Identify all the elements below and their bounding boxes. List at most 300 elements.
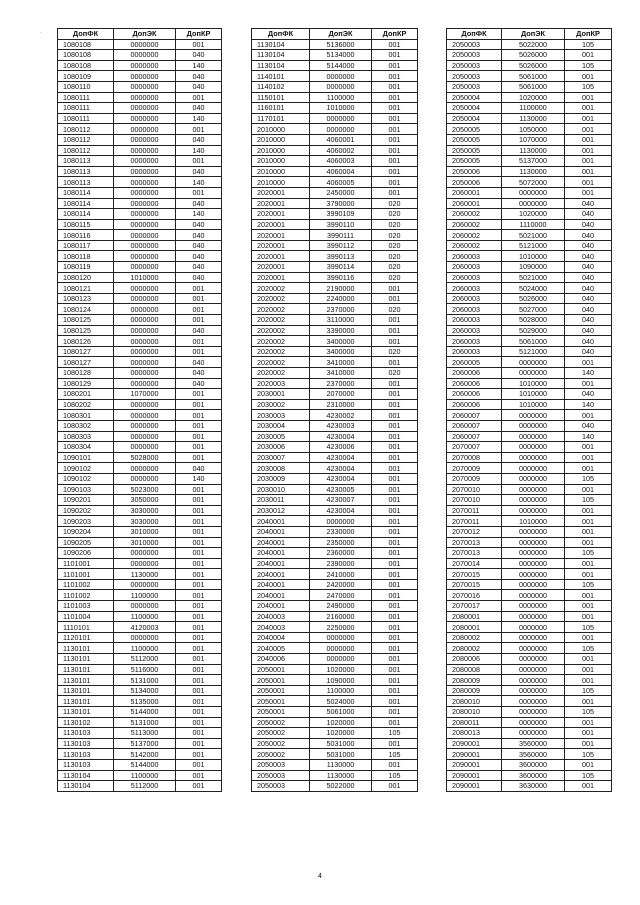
cell-dopkr: 001 <box>565 134 612 145</box>
cell-dopkr: 001 <box>565 505 612 516</box>
cell-dopek: 2470000 <box>310 590 372 601</box>
cell-dopkr: 105 <box>565 707 612 718</box>
cell-dopfk: 1080301 <box>58 410 114 421</box>
cell-dopkr: 001 <box>565 537 612 548</box>
cell-dopkr: 105 <box>565 622 612 633</box>
cell-dopkr: 001 <box>565 113 612 124</box>
cell-dopkr: 001 <box>176 632 222 643</box>
cell-dopkr: 001 <box>176 410 222 421</box>
cell-dopfk: 2080010 <box>447 707 502 718</box>
table-row <box>447 696 612 707</box>
cell-dopek: 1100000 <box>114 643 176 654</box>
cell-dopkr: 001 <box>176 389 222 400</box>
cell-dopkr: 020 <box>372 230 418 241</box>
cell-dopek: 0000000 <box>114 442 176 453</box>
cell-dopek: 1130000 <box>502 166 565 177</box>
cell-dopek: 0000000 <box>502 664 565 675</box>
cell-dopfk: 2080009 <box>447 685 502 696</box>
cell-dopkr: 040 <box>565 240 612 251</box>
cell-dopfk: 1080127 <box>58 357 114 368</box>
cell-dopfk: 2080002 <box>447 643 502 654</box>
cell-dopfk: 1080126 <box>58 336 114 347</box>
cell-dopkr: 001 <box>176 516 222 527</box>
cell-dopek: 0000000 <box>502 442 565 453</box>
cell-dopek: 3990113 <box>310 251 372 262</box>
cell-dopfk: 1130102 <box>58 717 114 728</box>
cell-dopek: 0000000 <box>114 113 176 124</box>
cell-dopkr: 001 <box>565 50 612 61</box>
cell-dopfk: 1130103 <box>58 728 114 739</box>
table-row <box>447 166 612 177</box>
table-row <box>58 738 222 749</box>
header-dopkr: ДопКР <box>176 29 222 40</box>
cell-dopkr: 105 <box>565 548 612 559</box>
table-row <box>447 283 612 294</box>
cell-dopek: 4230005 <box>310 484 372 495</box>
cell-dopkr: 040 <box>176 81 222 92</box>
table-row <box>58 50 222 61</box>
cell-dopkr: 001 <box>372 601 418 612</box>
cell-dopkr: 001 <box>176 569 222 580</box>
cell-dopkr: 001 <box>565 654 612 665</box>
cell-dopfk: 1080111 <box>58 92 114 103</box>
cell-dopkr: 020 <box>372 272 418 283</box>
cell-dopfk: 2080001 <box>447 611 502 622</box>
cell-dopkr: 140 <box>565 399 612 410</box>
table-row <box>447 81 612 92</box>
cell-dopek: 3390000 <box>310 325 372 336</box>
cell-dopek: 1010000 <box>114 272 176 283</box>
cell-dopek: 2370000 <box>310 304 372 315</box>
table-row <box>58 156 222 167</box>
cell-dopek: 0000000 <box>114 262 176 273</box>
cell-dopkr: 001 <box>565 103 612 114</box>
cell-dopkr: 001 <box>565 145 612 156</box>
table-row <box>58 113 222 124</box>
cell-dopfk: 2050006 <box>447 177 502 188</box>
cell-dopek: 1100000 <box>310 685 372 696</box>
cell-dopfk: 1080111 <box>58 103 114 114</box>
cell-dopfk: 2030012 <box>252 505 310 516</box>
cell-dopek: 5026000 <box>502 293 565 304</box>
cell-dopek: 3990114 <box>310 262 372 273</box>
cell-dopfk: 2040001 <box>252 516 310 527</box>
cell-dopek: 1020000 <box>502 209 565 220</box>
cell-dopfk: 2020002 <box>252 346 310 357</box>
cell-dopfk: 2040001 <box>252 601 310 612</box>
cell-dopfk: 1101002 <box>58 579 114 590</box>
cell-dopkr: 001 <box>176 759 222 770</box>
cell-dopkr: 001 <box>372 156 418 167</box>
cell-dopek: 5136000 <box>310 39 372 50</box>
cell-dopfk: 2060003 <box>447 293 502 304</box>
cell-dopek: 3030000 <box>114 516 176 527</box>
cell-dopkr: 001 <box>176 283 222 294</box>
table-row <box>252 304 418 315</box>
cell-dopfk: 1080120 <box>58 272 114 283</box>
cell-dopek: 5027000 <box>502 304 565 315</box>
cell-dopkr: 001 <box>176 622 222 633</box>
cell-dopek: 4120003 <box>114 622 176 633</box>
table-row <box>252 389 418 400</box>
table-row <box>447 378 612 389</box>
cell-dopfk: 1080303 <box>58 431 114 442</box>
cell-dopek: 0000000 <box>114 219 176 230</box>
cell-dopkr: 001 <box>372 378 418 389</box>
cell-dopfk: 2060006 <box>447 399 502 410</box>
cell-dopfk: 2050003 <box>447 50 502 61</box>
cell-dopek: 5113000 <box>114 728 176 739</box>
cell-dopkr: 001 <box>372 537 418 548</box>
table-row <box>447 219 612 230</box>
cell-dopkr: 001 <box>372 399 418 410</box>
table-row <box>58 696 222 707</box>
cell-dopek: 0000000 <box>502 558 565 569</box>
cell-dopek: 0000000 <box>502 526 565 537</box>
table-row <box>58 283 222 294</box>
table-row <box>252 357 418 368</box>
table-row <box>447 473 612 484</box>
cell-dopek: 0000000 <box>114 39 176 50</box>
cell-dopek: 0000000 <box>114 50 176 61</box>
table-row <box>252 156 418 167</box>
table-row <box>252 463 418 474</box>
cell-dopek: 2390000 <box>310 558 372 569</box>
cell-dopek: 5116000 <box>114 664 176 675</box>
cell-dopkr: 001 <box>565 664 612 675</box>
cell-dopkr: 105 <box>565 60 612 71</box>
cell-dopkr: 001 <box>565 124 612 135</box>
table-row <box>447 717 612 728</box>
cell-dopkr: 001 <box>372 113 418 124</box>
cell-dopkr: 001 <box>565 357 612 368</box>
cell-dopfk: 2020001 <box>252 262 310 273</box>
cell-dopek: 1010000 <box>502 399 565 410</box>
cell-dopek: 0000000 <box>502 685 565 696</box>
cell-dopfk: 1080119 <box>58 262 114 273</box>
cell-dopfk: 1130104 <box>252 39 310 50</box>
cell-dopfk: 1080202 <box>58 399 114 410</box>
cell-dopkr: 001 <box>565 611 612 622</box>
cell-dopkr: 001 <box>565 558 612 569</box>
table-row <box>58 431 222 442</box>
cell-dopek: 0000000 <box>310 81 372 92</box>
cell-dopkr: 001 <box>565 177 612 188</box>
cell-dopek: 0000000 <box>502 590 565 601</box>
cell-dopkr: 001 <box>176 579 222 590</box>
table-row <box>447 251 612 262</box>
cell-dopek: 1100000 <box>114 590 176 601</box>
cell-dopfk: 1080112 <box>58 124 114 135</box>
cell-dopfk: 2070013 <box>447 548 502 559</box>
cell-dopek: 0000000 <box>114 177 176 188</box>
cell-dopfk: 2080013 <box>447 728 502 739</box>
cell-dopfk: 2060003 <box>447 272 502 283</box>
cell-dopfk: 2070011 <box>447 505 502 516</box>
cell-dopfk: 2040001 <box>252 558 310 569</box>
cell-dopek: 0000000 <box>114 103 176 114</box>
cell-dopek: 0000000 <box>502 495 565 506</box>
cell-dopkr: 001 <box>372 103 418 114</box>
cell-dopfk: 2020002 <box>252 283 310 294</box>
table-row <box>447 336 612 347</box>
cell-dopek: 0000000 <box>502 728 565 739</box>
cell-dopfk: 2050001 <box>252 675 310 686</box>
cell-dopek: 5024000 <box>310 696 372 707</box>
cell-dopek: 0000000 <box>114 209 176 220</box>
cell-dopek: 0000000 <box>114 325 176 336</box>
table-row <box>252 209 418 220</box>
cell-dopek: 4230006 <box>310 442 372 453</box>
cell-dopek: 0000000 <box>114 187 176 198</box>
cell-dopkr: 040 <box>565 262 612 273</box>
cell-dopfk: 1090103 <box>58 484 114 495</box>
cell-dopkr: 001 <box>372 145 418 156</box>
cell-dopfk: 2040001 <box>252 548 310 559</box>
table-row <box>447 187 612 198</box>
cell-dopek: 0000000 <box>114 579 176 590</box>
cell-dopfk: 2070015 <box>447 569 502 580</box>
cell-dopfk: 1130104 <box>252 60 310 71</box>
cell-dopkr: 001 <box>565 156 612 167</box>
cell-dopkr: 105 <box>565 685 612 696</box>
table-row <box>58 601 222 612</box>
header-row <box>447 29 612 40</box>
table-body-1 <box>58 39 222 791</box>
cell-dopfk: 2030004 <box>252 420 310 431</box>
cell-dopkr: 001 <box>565 738 612 749</box>
cell-dopfk: 1080108 <box>58 60 114 71</box>
table-row <box>252 346 418 357</box>
table-row <box>58 71 222 82</box>
table-row <box>252 738 418 749</box>
cell-dopfk: 2030010 <box>252 484 310 495</box>
cell-dopkr: 001 <box>176 293 222 304</box>
cell-dopkr: 001 <box>176 601 222 612</box>
cell-dopek: 5022000 <box>502 39 565 50</box>
cell-dopfk: 2020001 <box>252 230 310 241</box>
cell-dopkr: 105 <box>372 770 418 781</box>
cell-dopkr: 040 <box>176 230 222 241</box>
cell-dopfk: 1080114 <box>58 198 114 209</box>
cell-dopkr: 001 <box>176 92 222 103</box>
cell-dopfk: 1080302 <box>58 420 114 431</box>
cell-dopek: 2360000 <box>310 548 372 559</box>
cell-dopkr: 001 <box>176 336 222 347</box>
cell-dopek: 0000000 <box>114 378 176 389</box>
cell-dopkr: 001 <box>565 590 612 601</box>
cell-dopkr: 040 <box>565 272 612 283</box>
cell-dopfk: 1130101 <box>58 654 114 665</box>
cell-dopfk: 2050003 <box>447 60 502 71</box>
cell-dopkr: 001 <box>176 304 222 315</box>
table-row <box>252 124 418 135</box>
cell-dopek: 3600000 <box>502 759 565 770</box>
cell-dopfk: 2010000 <box>252 177 310 188</box>
cell-dopfk: 2010000 <box>252 124 310 135</box>
table-row <box>252 251 418 262</box>
header-dopfk: ДопФК <box>58 29 114 40</box>
cell-dopkr: 001 <box>372 177 418 188</box>
table-row <box>447 177 612 188</box>
cell-dopek: 1090000 <box>310 675 372 686</box>
table-row <box>58 442 222 453</box>
cell-dopkr: 001 <box>565 410 612 421</box>
cell-dopek: 0000000 <box>114 431 176 442</box>
cell-dopkr: 001 <box>176 643 222 654</box>
table-row <box>58 272 222 283</box>
cell-dopek: 0000000 <box>310 654 372 665</box>
cell-dopfk: 2030007 <box>252 452 310 463</box>
table-row <box>447 198 612 209</box>
cell-dopek: 5137000 <box>114 738 176 749</box>
cell-dopkr: 001 <box>176 495 222 506</box>
table-row <box>447 60 612 71</box>
cell-dopkr: 020 <box>372 198 418 209</box>
cell-dopfk: 1090201 <box>58 495 114 506</box>
cell-dopek: 4060003 <box>310 156 372 167</box>
cell-dopfk: 1140101 <box>252 71 310 82</box>
table-row <box>447 505 612 516</box>
cell-dopek: 0000000 <box>502 622 565 633</box>
cell-dopek: 5121000 <box>502 346 565 357</box>
cell-dopfk: 1080117 <box>58 240 114 251</box>
cell-dopfk: 2030009 <box>252 473 310 484</box>
table-row <box>252 177 418 188</box>
cell-dopkr: 140 <box>176 113 222 124</box>
table-row <box>252 537 418 548</box>
cell-dopkr: 001 <box>372 643 418 654</box>
cell-dopfk: 2070015 <box>447 579 502 590</box>
cell-dopfk: 2060007 <box>447 410 502 421</box>
cell-dopek: 0000000 <box>502 410 565 421</box>
cell-dopek: 0000000 <box>502 198 565 209</box>
cell-dopkr: 001 <box>565 92 612 103</box>
table-row <box>447 537 612 548</box>
cell-dopkr: 001 <box>565 516 612 527</box>
cell-dopkr: 001 <box>372 569 418 580</box>
cell-dopek: 0000000 <box>502 431 565 442</box>
table-row <box>58 145 222 156</box>
cell-dopkr: 001 <box>176 39 222 50</box>
cell-dopkr: 040 <box>565 325 612 336</box>
table-row <box>58 759 222 770</box>
cell-dopfk: 2060005 <box>447 357 502 368</box>
table-row <box>58 336 222 347</box>
table-row <box>58 526 222 537</box>
table-row <box>447 463 612 474</box>
cell-dopfk: 2020002 <box>252 336 310 347</box>
table-row <box>447 590 612 601</box>
table-row <box>58 325 222 336</box>
table-row <box>252 569 418 580</box>
cell-dopfk: 2060002 <box>447 240 502 251</box>
cell-dopfk: 2050004 <box>447 113 502 124</box>
cell-dopek: 5026000 <box>502 50 565 61</box>
cell-dopek: 0000000 <box>114 463 176 474</box>
table-row <box>447 569 612 580</box>
cell-dopkr: 001 <box>372 410 418 421</box>
table-row <box>447 399 612 410</box>
cell-dopkr: 105 <box>565 770 612 781</box>
table-row <box>252 484 418 495</box>
table-row <box>58 537 222 548</box>
cell-dopkr: 001 <box>565 166 612 177</box>
table-row <box>58 209 222 220</box>
cell-dopfk: 2040004 <box>252 632 310 643</box>
cell-dopfk: 2070009 <box>447 473 502 484</box>
cell-dopkr: 001 <box>372 187 418 198</box>
cell-dopkr: 001 <box>372 632 418 643</box>
table-row <box>252 548 418 559</box>
cell-dopek: 4230004 <box>310 505 372 516</box>
table-row <box>252 632 418 643</box>
cell-dopek: 0000000 <box>114 156 176 167</box>
header-dopek: ДопЭК <box>502 29 565 40</box>
cell-dopek: 0000000 <box>114 632 176 643</box>
cell-dopfk: 2060001 <box>447 198 502 209</box>
cell-dopfk: 2070013 <box>447 537 502 548</box>
cell-dopfk: 2020001 <box>252 272 310 283</box>
cell-dopkr: 001 <box>565 484 612 495</box>
cell-dopfk: 1101004 <box>58 611 114 622</box>
cell-dopfk: 2090001 <box>447 781 502 792</box>
cell-dopkr: 040 <box>176 251 222 262</box>
cell-dopek: 1020000 <box>310 717 372 728</box>
cell-dopek: 5028000 <box>502 315 565 326</box>
cell-dopek: 3400000 <box>310 336 372 347</box>
cell-dopfk: 1130101 <box>58 643 114 654</box>
cell-dopkr: 040 <box>565 209 612 220</box>
table-row <box>252 378 418 389</box>
table-row <box>447 484 612 495</box>
table-row <box>58 198 222 209</box>
cell-dopkr: 040 <box>176 50 222 61</box>
cell-dopfk: 1090206 <box>58 548 114 559</box>
cell-dopfk: 2020001 <box>252 187 310 198</box>
table-row <box>447 664 612 675</box>
cell-dopkr: 001 <box>565 526 612 537</box>
table-row <box>252 219 418 230</box>
cell-dopfk: 2060003 <box>447 251 502 262</box>
cell-dopfk: 1110101 <box>58 622 114 633</box>
cell-dopek: 1070000 <box>502 134 565 145</box>
cell-dopfk: 2050002 <box>252 749 310 760</box>
cell-dopfk: 2050004 <box>447 92 502 103</box>
cell-dopek: 1100000 <box>502 103 565 114</box>
cell-dopek: 5026000 <box>502 60 565 71</box>
cell-dopek: 0000000 <box>502 537 565 548</box>
table-row <box>447 262 612 273</box>
cell-dopfk: 2070017 <box>447 601 502 612</box>
cell-dopfk: 1080125 <box>58 325 114 336</box>
cell-dopek: 5061000 <box>502 81 565 92</box>
cell-dopfk: 2010000 <box>252 145 310 156</box>
cell-dopfk: 2050002 <box>252 738 310 749</box>
cell-dopkr: 001 <box>565 717 612 728</box>
cell-dopek: 0000000 <box>114 368 176 379</box>
cell-dopfk: 2050003 <box>447 81 502 92</box>
cell-dopkr: 001 <box>372 526 418 537</box>
cell-dopkr: 001 <box>565 71 612 82</box>
cell-dopfk: 1120101 <box>58 632 114 643</box>
cell-dopfk: 1080129 <box>58 378 114 389</box>
table-row <box>58 92 222 103</box>
cell-dopkr: 001 <box>176 187 222 198</box>
cell-dopek: 0000000 <box>310 516 372 527</box>
cell-dopek: 1020000 <box>310 664 372 675</box>
cell-dopek: 3630000 <box>502 781 565 792</box>
